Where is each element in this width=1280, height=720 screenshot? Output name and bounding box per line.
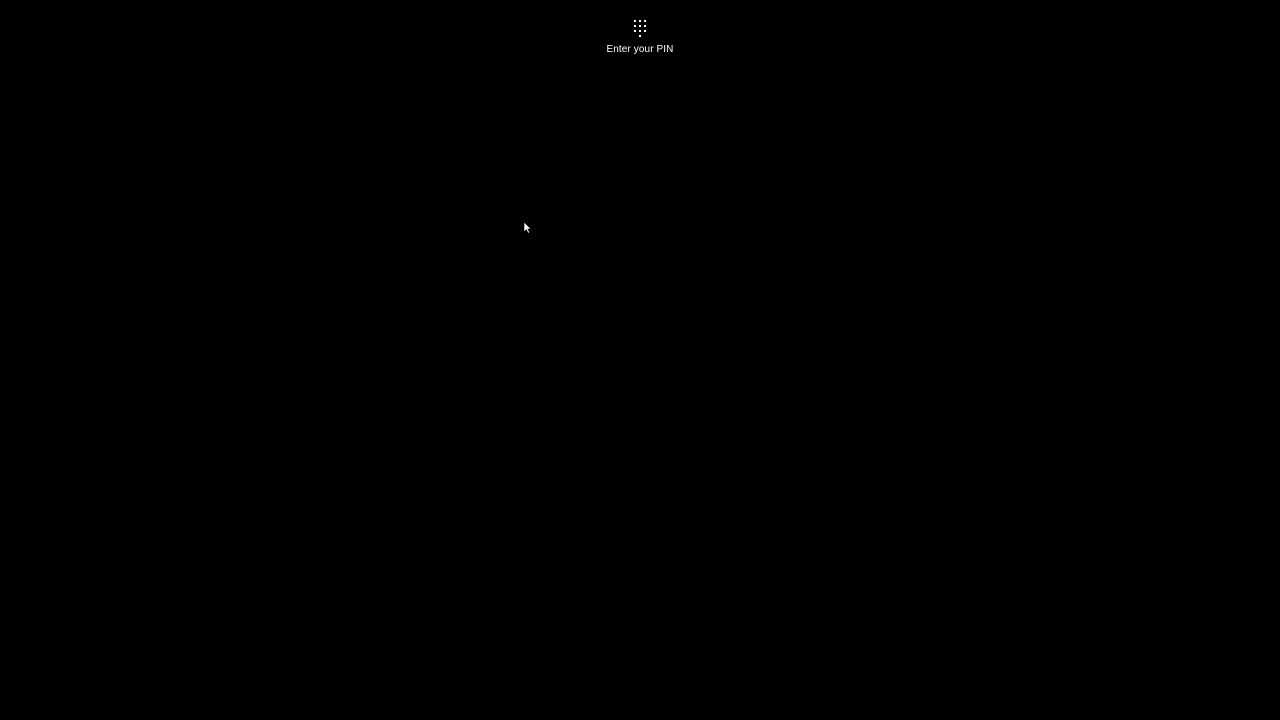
pin-unlock-panel (0, 18, 1280, 60)
keypad-icon[interactable] (633, 18, 647, 38)
mouse-pointer-icon (523, 221, 533, 235)
pin-prompt-label: Enter your PIN (606, 44, 674, 55)
